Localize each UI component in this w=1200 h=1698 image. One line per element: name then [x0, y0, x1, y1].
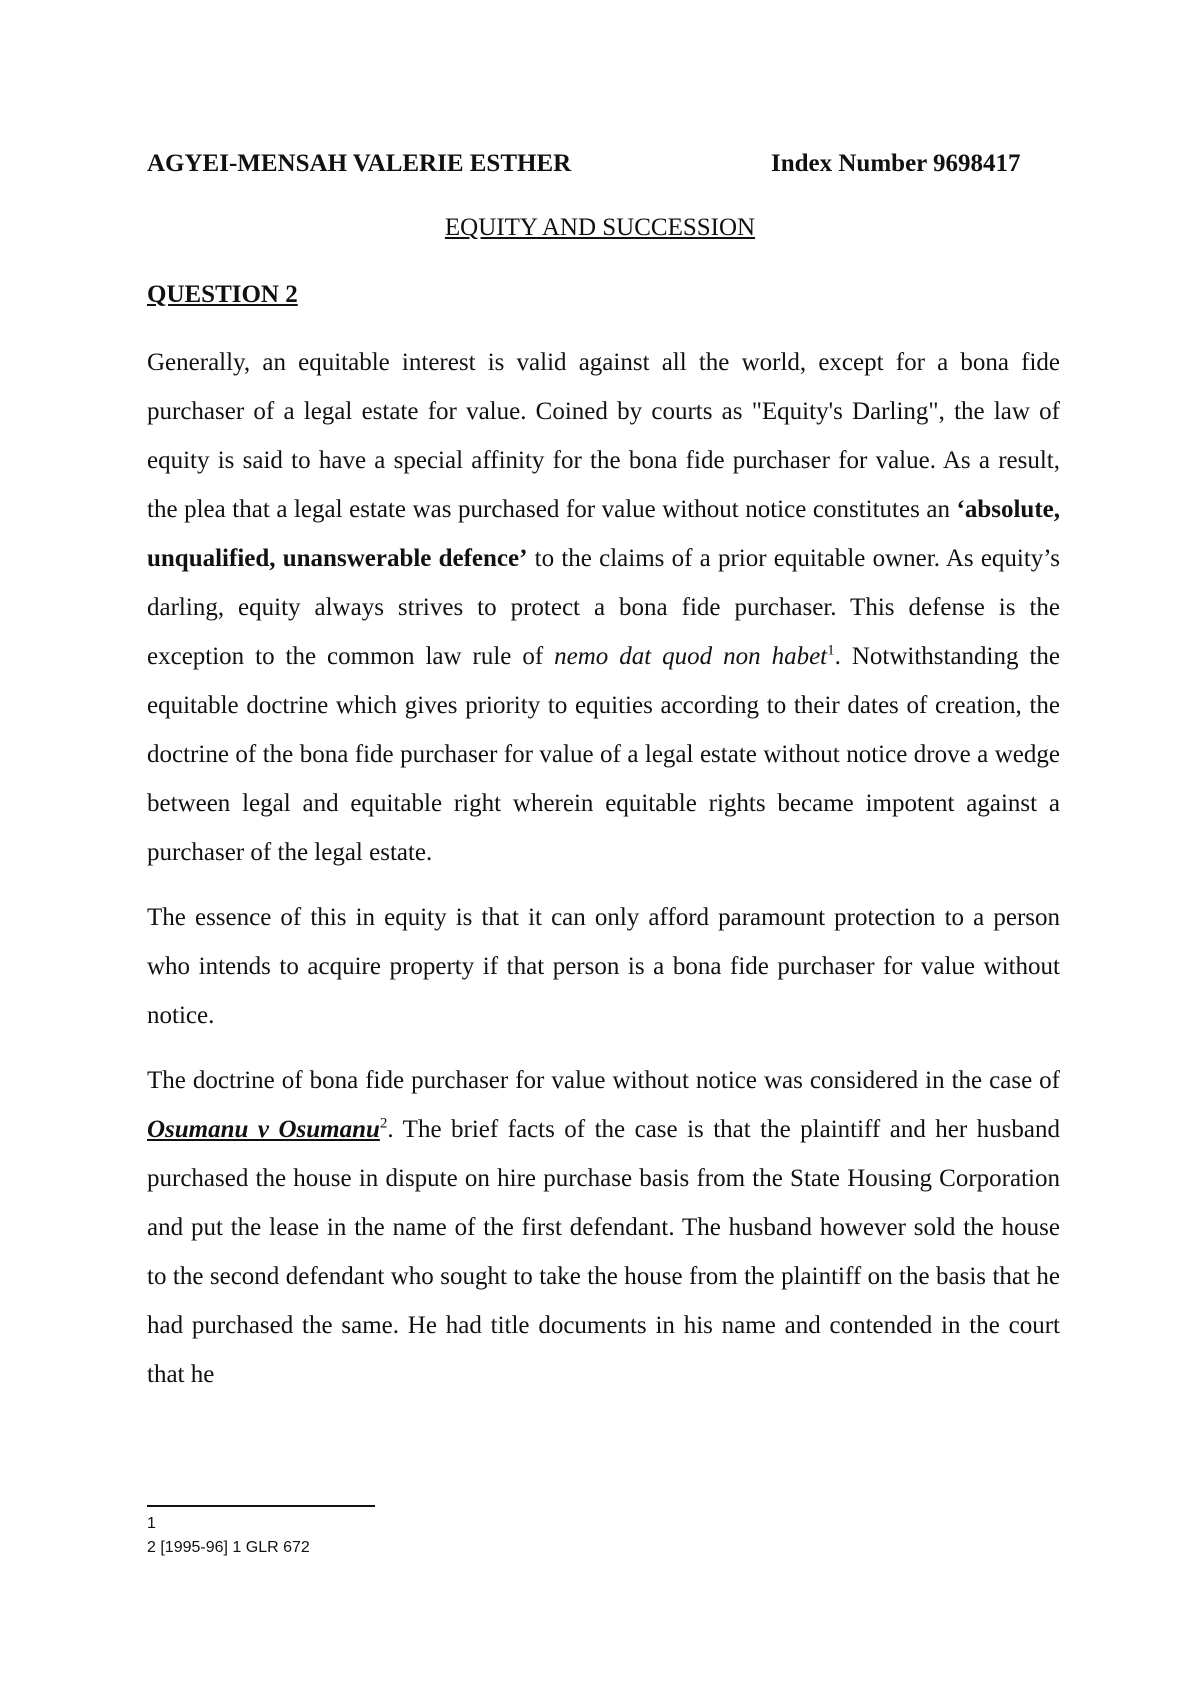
author-name: AGYEI-MENSAH VALERIE ESTHER — [147, 150, 572, 177]
paragraph-1-part-c: . Notwithstanding the equitable doctrine which gives priority to equities according to their dates of creation, the doctrine of the bona fide purchaser for value of a legal estate without notice drove a wedge between legal and equitable right wherein equitable rights became impotent against a purchaser of the legal estate. — [147, 643, 1060, 866]
paragraph-1-part-b: to the claims of a prior equitable owner. As equity’s darling, equity always strives to protect a bona fide purchaser. This defense is the exception to the common law rule of — [147, 545, 1060, 670]
question-heading: QUESTION 2 — [147, 281, 298, 308]
paragraph-3-part-b: . The brief facts of the case is that the plaintiff and her husband purchased the house in dispute on hire purchase basis from the State Housing Corporation and put the lease in the name of the first defendant. The husband however sold the house to the second defendant who sought to take the house from the plaintiff on the basis that he had purchased the same. He had title documents in his name and contended in the court that he — [147, 1116, 1060, 1388]
paragraph-2: The essence of this in equity is that it can only afford paramount protection to a person who intends to acquire property if that person is a bona fide purchaser for value without notice. — [147, 904, 1060, 1029]
index-number: Index Number 9698417 — [771, 150, 1021, 177]
footnote-ref-2[interactable]: 2 — [379, 1115, 388, 1132]
paragraph-1-bold-quote: ‘absolute, unqualified, unanswerable defence’ — [147, 496, 1060, 572]
paragraph-3 — [147, 1056, 1060, 1399]
case-citation: Osumanu v Osumanu — [147, 1116, 380, 1143]
paragraph-1 — [147, 338, 1060, 877]
document-body — [147, 338, 1060, 1399]
paragraph-1-part-a: Generally, an equitable interest is valid against all the world, except for a bona fide purchaser of a legal estate for value. Coined by courts as "Equity's Darling", the law of equity is said to have a special affinity for the bona fide purchaser for value. As a result, the plea that a legal estate was purchased for value without notice constitutes an — [147, 349, 1060, 523]
course-title: EQUITY AND SUCCESSION — [444, 214, 756, 241]
footnote-ref-1[interactable]: 1 — [827, 642, 835, 659]
footnote-2: 2 [1995-96] 1 GLR 672 — [147, 1539, 310, 1556]
latin-maxim: nemo dat quod non habet — [554, 643, 828, 670]
paragraph-3-part-a: The doctrine of bona fide purchaser for value without notice was considered in the case of — [147, 1067, 1060, 1094]
footnote-separator — [147, 1505, 375, 1507]
footnotes — [147, 1512, 310, 1560]
footnote-1: 1 — [147, 1515, 156, 1532]
